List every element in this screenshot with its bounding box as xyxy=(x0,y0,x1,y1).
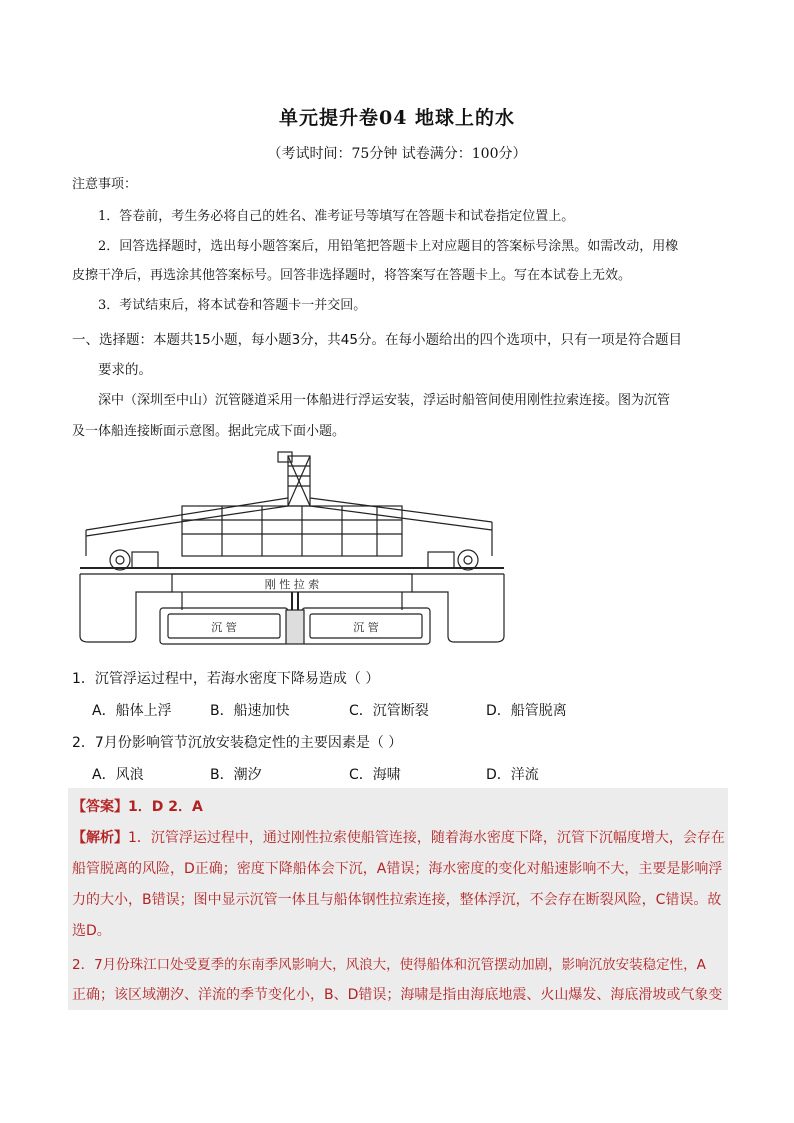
option-a: A．风浪 xyxy=(92,767,144,783)
option-c: C．海啸 xyxy=(349,767,401,783)
analysis-text-1: 1．沉管浮运过程中，通过刚性拉索使船管连接，随着海水密度下降，沉管下沉幅度增大，会存在 xyxy=(128,830,725,846)
analysis-line-5: 2．7月份珠江口处受夏季的东南季风影响大，风浪大，使得船体和沉管摆动加剧，影响沉放安装稳定性，A xyxy=(72,957,706,973)
cable-label: 刚 性 拉 索 xyxy=(264,578,320,591)
option-b: B．潮汐 xyxy=(210,767,262,783)
analysis-line-1 xyxy=(72,827,724,847)
section-heading-cont: 要求的。 xyxy=(98,362,152,378)
question-2-stem: 2．7月份影响管节沉放安装稳定性的主要因素是（ ） xyxy=(72,735,403,751)
answer-text: 1．D 2．A xyxy=(128,799,203,815)
analysis-line-3: 力的大小，B错误；图中显示沉管一体且与船体钢性拉索连接，整体浮沉，不会存在断裂风险，C错误。故 xyxy=(72,892,722,908)
note-item-2: 2．回答选择题时，选出每小题答案后，用铅笔把答题卡上对应题目的答案标号涂黑。如需改动，用橡 xyxy=(98,239,679,254)
section-heading: 一、选择题：本题共15小题，每小题3分，共45分。在每小题给出的四个选项中，只有一项是符合题目 xyxy=(72,332,682,348)
option-b: B．船速加快 xyxy=(210,703,290,719)
answer-tag: 【答案】 xyxy=(72,799,128,815)
question-1-stem: 1．沉管浮运过程中，若海水密度下降易造成（ ） xyxy=(72,671,380,687)
note-item-2-cont: 皮擦干净后，再选涂其他答案标号。回答非选择题时，将答案写在答题卡上。写在本试卷上无效。 xyxy=(72,268,632,283)
option-c: C．沉管断裂 xyxy=(349,703,429,719)
option-d: D．船管脱离 xyxy=(486,703,567,719)
option-d: D．洋流 xyxy=(486,767,539,783)
passage-line-2: 及一体船连接断面示意图。据此完成下面小题。 xyxy=(72,424,346,439)
tube-label-left: 沉 管 xyxy=(211,621,237,634)
answer-line xyxy=(72,796,724,816)
passage-line-1: 深中（深圳至中山）沉管隧道采用一体船进行浮运安装，浮运时船管间使用刚性拉索连接。图为沉管 xyxy=(98,393,671,408)
notes-heading: 注意事项： xyxy=(72,177,138,192)
tube-label-right: 沉 管 xyxy=(353,621,379,634)
page-title: 单元提升卷04 地球上的水 xyxy=(278,107,516,129)
analysis-tag: 【解析】 xyxy=(72,830,128,846)
note-item-3: 3．考试结束后，将本试卷和答题卡一并交回。 xyxy=(98,298,367,313)
ship-tube-diagram xyxy=(72,450,512,646)
analysis-line-2: 船管脱离的风险，D正确；密度下降船体会下沉，A错误；海水密度的变化对船速影响不大，主要是影响浮 xyxy=(72,861,723,877)
analysis-line-4: 选D。 xyxy=(72,923,111,939)
option-a: A．船体上浮 xyxy=(92,703,172,719)
note-item-1: 1．答卷前，考生务必将自己的姓名、准考证号等填写在答题卡和试卷指定位置上。 xyxy=(98,209,575,224)
exam-info: （考试时间：75分钟 试卷满分：100分） xyxy=(267,146,527,162)
analysis-line-6: 正确；该区域潮汐、洋流的季节变化小，B、D错误；海啸是指由海底地震、火山爆发、海底滑坡或气象变 xyxy=(72,987,723,1003)
